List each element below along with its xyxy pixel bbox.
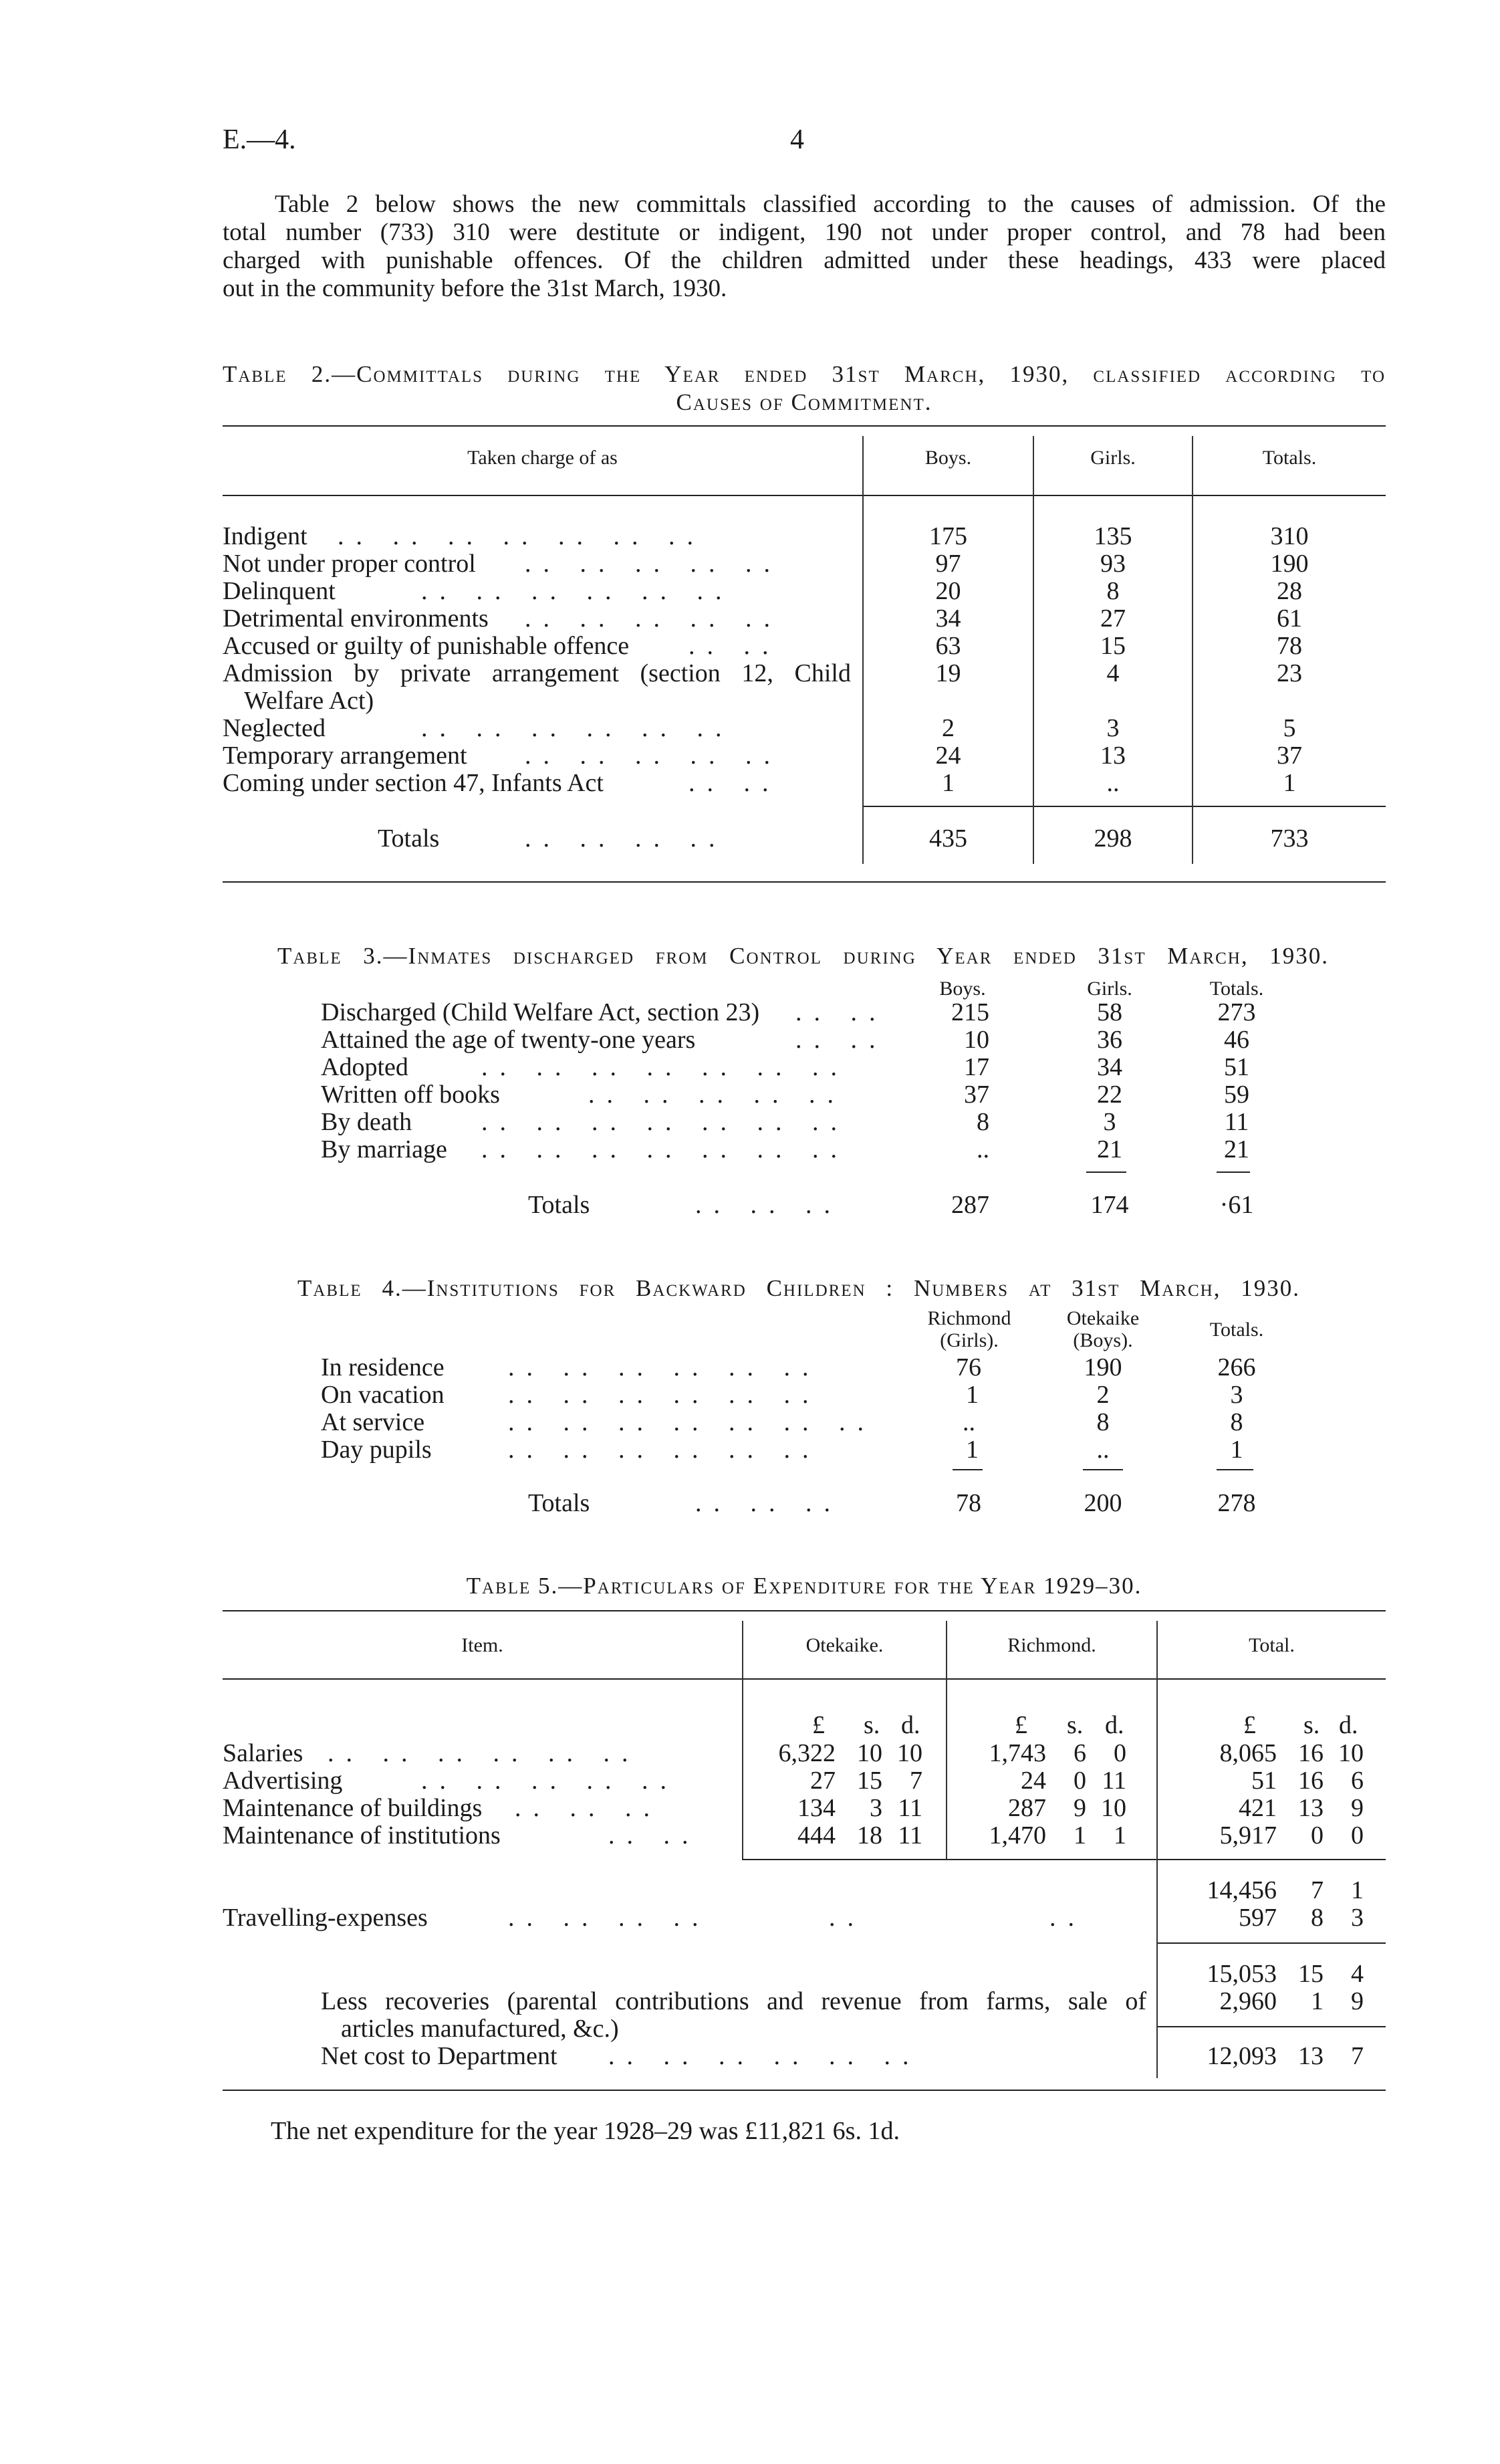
table-cell: ..	[1096, 1436, 1110, 1464]
amount-shillings: 0	[1074, 1767, 1086, 1795]
table-cell: 2	[1096, 1381, 1110, 1409]
amount-pence: 10	[1101, 1794, 1126, 1822]
table-cell: 215	[951, 998, 989, 1026]
unit-shillings: s.	[1067, 1711, 1084, 1739]
table-4-header-totals: Totals.	[1209, 1319, 1264, 1341]
table-row-label: Maintenance of buildings	[223, 1794, 483, 1822]
table-3-header-girls: Girls.	[1087, 978, 1132, 1000]
totals-cell: ·61	[1219, 1191, 1254, 1219]
table-cell: 61	[1277, 604, 1302, 633]
totals-label: Totals	[378, 824, 440, 853]
sum-rule	[1083, 1469, 1123, 1470]
table-cell: 310	[1270, 522, 1309, 550]
table-cell: 13	[1100, 742, 1126, 770]
table-cell: 27	[1100, 604, 1126, 633]
unit-pound: £	[1243, 1711, 1256, 1739]
amount-pence: 11	[898, 1794, 922, 1822]
table-cell: 3	[1230, 1381, 1243, 1409]
table-row-label: Advertising	[223, 1767, 343, 1795]
page-number: 4	[790, 124, 804, 155]
table-cell: 76	[956, 1353, 981, 1381]
intro-line: Table 2 below shows the new committals classified according to the causes of admission. Of the	[275, 191, 1386, 218]
table-cell: 20	[935, 577, 961, 605]
table-cell: 3	[1103, 1108, 1116, 1136]
table-5-header-richmond: Richmond.	[1007, 1634, 1096, 1656]
table-5-title: Table 5.—Particulars of Expenditure for the Year 1929–30.	[466, 1573, 1142, 1599]
totals-cell: 435	[929, 824, 967, 853]
table-cell: 175	[929, 522, 967, 550]
table-cell: 190	[1270, 550, 1309, 578]
table-cell: 46	[1224, 1026, 1249, 1054]
table-2-header-boys: Boys.	[924, 447, 972, 469]
amount-pence: 9	[1351, 1987, 1364, 2015]
table-cell: 15	[1100, 632, 1126, 660]
table-cell: 4	[1106, 659, 1120, 687]
table-cell: 23	[1277, 659, 1302, 687]
table-row-label: On vacation	[321, 1381, 445, 1409]
amount-shillings: 15	[857, 1767, 882, 1795]
totals-cell: 200	[1084, 1489, 1122, 1517]
table-row-label: Adopted	[321, 1053, 408, 1081]
subtotal-pence: 4	[1351, 1960, 1364, 1988]
dot-leader: .. .. .. .. .. ..	[608, 2042, 921, 2070]
table-4-title: Table 4.—Institutions for Backward Children : Numbers at 31st March, 1930.	[297, 1275, 1300, 1301]
amount-shillings: 1	[1074, 1821, 1086, 1850]
totals-label: Totals	[528, 1489, 590, 1517]
table-cell: 8	[1096, 1408, 1110, 1436]
dot-leader: .. ..	[608, 1821, 701, 1850]
amount-pence: 7	[910, 1767, 922, 1795]
table-row-label: Accused or guilty of punishable offence	[223, 632, 630, 660]
table-rule	[742, 1859, 1156, 1860]
amount-pence: 1	[1114, 1821, 1126, 1850]
table-cell: 1	[942, 769, 955, 797]
table-cell: 1	[966, 1436, 979, 1464]
amount-shillings: 3	[870, 1794, 882, 1822]
amount-shillings: 1	[1311, 1987, 1324, 2015]
amount-shillings: 10	[857, 1739, 882, 1767]
subtotal-pence: 1	[1351, 1876, 1364, 1904]
dot-leader: .. ..	[795, 1026, 888, 1054]
amount-pence: 0	[1351, 1821, 1364, 1850]
amount-shillings: 8	[1311, 1904, 1324, 1932]
table-cell: 21	[1097, 1135, 1122, 1163]
amount-pounds: 5,917	[1219, 1821, 1277, 1850]
table-2-title: Table 2.—Committals during the Year ended 31st March, 1930, classified according to	[223, 361, 1386, 387]
intro-paragraph	[223, 191, 1386, 303]
table-cell: 190	[1084, 1353, 1122, 1381]
net-cost-label: Net cost to Department	[321, 2042, 557, 2070]
amount-pounds: 1,743	[989, 1739, 1046, 1767]
table-cell: 8	[1106, 577, 1120, 605]
dot-leader: .. .. .. .. ..	[525, 550, 782, 578]
subtotal-shillings: 15	[1298, 1960, 1324, 1988]
table-rule	[862, 806, 1386, 807]
sum-rule	[1086, 1171, 1126, 1173]
amount-pounds: 51	[1251, 1767, 1277, 1795]
table-row-label-continued: articles manufactured, &c.)	[341, 2015, 619, 2043]
unit-pence: d.	[1105, 1711, 1124, 1739]
dot-leader: .. .. .. .. .. .. ..	[338, 522, 705, 550]
amount-pence: 3	[1351, 1904, 1364, 1932]
table-row-label: At service	[321, 1408, 425, 1436]
table-cell: 273	[1217, 998, 1256, 1026]
intro-line: out in the community before the 31st March, 1930.	[223, 275, 727, 302]
table-4-header-otekaike-sub: (Boys).	[1073, 1329, 1133, 1351]
table-4-header-richmond-sub: (Girls).	[940, 1329, 999, 1351]
column-rule	[1156, 1621, 1158, 2078]
amount-pence: 10	[1338, 1739, 1364, 1767]
sum-rule	[1217, 1171, 1250, 1173]
table-rule	[223, 495, 1386, 496]
totals-cell: 733	[1270, 824, 1309, 853]
amount-pence: 6	[1351, 1767, 1364, 1795]
totals-cell: 298	[1094, 824, 1132, 853]
dot-leader: .. ..	[795, 998, 888, 1026]
amount-shillings: 16	[1298, 1739, 1324, 1767]
dot-leader: .. .. .. .. .. ..	[508, 1436, 821, 1464]
table-3-title: Table 3.—Inmates discharged from Control during Year ended 31st March, 1930.	[277, 943, 1329, 969]
amount-pounds: 597	[1239, 1904, 1277, 1932]
amount-shillings: 18	[857, 1821, 882, 1850]
table-cell: 78	[1277, 632, 1302, 660]
subtotal-shillings: 7	[1311, 1876, 1324, 1904]
dot-leader: .. .. .. .. .. .. ..	[481, 1108, 849, 1136]
totals-cell: 287	[951, 1191, 989, 1219]
table-row-label: Not under proper control	[223, 550, 476, 578]
amount-pence: 11	[898, 1821, 922, 1850]
table-cell: 63	[935, 632, 961, 660]
table-row-label: Temporary arrangement	[223, 742, 467, 770]
amount-pounds: 421	[1239, 1794, 1277, 1822]
table-cell: 266	[1217, 1353, 1256, 1381]
amount-pounds: 12,093	[1207, 2042, 1277, 2070]
unit-pound: £	[812, 1711, 825, 1739]
table-cell: 10	[964, 1026, 989, 1054]
dot-leader: .. .. .. .. .. ..	[508, 1381, 821, 1409]
table-2-header-item: Taken charge of as	[467, 447, 618, 469]
totals-label: Totals	[528, 1191, 590, 1219]
dot-leader: .. .. .. .. .. ..	[508, 1353, 821, 1381]
amount-shillings: 0	[1311, 1821, 1324, 1850]
table-cell: 59	[1224, 1081, 1249, 1109]
table-2-title-continued: Causes of Commitment.	[676, 389, 932, 415]
table-cell: 5	[1283, 714, 1296, 742]
amount-shillings: 13	[1298, 2042, 1324, 2070]
table-cell: 1	[966, 1381, 979, 1409]
table-rule	[223, 1678, 1386, 1680]
table-5-header-total: Total.	[1249, 1634, 1295, 1656]
table-4-header-otekaike: Otekaike	[1066, 1307, 1140, 1329]
dot-leader: .. .. .. .. .. .. ..	[481, 1135, 849, 1163]
sum-rule	[1217, 1469, 1253, 1470]
table-row-label: Coming under section 47, Infants Act	[223, 769, 604, 797]
table-3-header-totals: Totals.	[1209, 978, 1264, 1000]
table-cell: 58	[1097, 998, 1122, 1026]
table-cell: 22	[1097, 1081, 1122, 1109]
table-row-label: By marriage	[321, 1135, 447, 1163]
dot-leader: .. .. .. .. .. ..	[421, 714, 734, 742]
dot-leader: .. .. .. .. .. ..	[328, 1739, 640, 1767]
unit-pence: d.	[901, 1711, 920, 1739]
amount-pounds: 1,470	[989, 1821, 1046, 1850]
dot-leader: .. .. ..	[695, 1489, 842, 1517]
table-cell: 34	[935, 604, 961, 633]
table-cell: 93	[1100, 550, 1126, 578]
table-cell: ..	[977, 1135, 989, 1163]
table-row-label: Less recoveries (parental contributions and revenue from farms, sale of	[321, 1987, 1146, 2015]
table-rule	[1156, 1859, 1386, 1860]
footer-note: The net expenditure for the year 1928–29 was £11,821 6s. 1d.	[271, 2117, 900, 2145]
dot-leader: .. .. ..	[515, 1794, 662, 1822]
subtotal-pounds: 15,053	[1207, 1960, 1277, 1988]
table-2-header-totals: Totals.	[1262, 447, 1317, 469]
dot-leader: .. .. .. .. ..	[421, 1767, 678, 1795]
table-cell: 51	[1224, 1053, 1249, 1081]
table-cell: 37	[1277, 742, 1302, 770]
table-2-header-girls: Girls.	[1090, 447, 1136, 469]
table-rule	[1156, 2026, 1386, 2027]
table-row-label: Day pupils	[321, 1436, 432, 1464]
table-4-header-richmond: Richmond	[927, 1307, 1011, 1329]
dot-leader: ..	[1049, 1904, 1086, 1932]
dot-leader: .. .. ..	[695, 1191, 842, 1219]
table-cell: 19	[935, 659, 961, 687]
totals-cell: 78	[956, 1489, 981, 1517]
table-row-label: Detrimental environments	[223, 604, 489, 633]
table-cell: 97	[935, 550, 961, 578]
dot-leader: .. .. .. .. .. .. ..	[481, 1053, 849, 1081]
dot-leader: .. .. .. ..	[508, 1904, 711, 1932]
amount-pence: 11	[1102, 1767, 1126, 1795]
dot-leader: .. .. .. .. ..	[525, 604, 782, 633]
table-row-label: Indigent	[223, 522, 307, 550]
table-cell: 34	[1097, 1053, 1122, 1081]
amount-pounds: 6,322	[778, 1739, 836, 1767]
amount-pounds: 27	[810, 1767, 836, 1795]
table-row-label: Travelling-expenses	[223, 1904, 428, 1932]
table-row-label: Neglected	[223, 714, 326, 742]
table-cell: 135	[1094, 522, 1132, 550]
table-cell: ..	[963, 1408, 975, 1436]
table-cell: ..	[1106, 769, 1120, 797]
table-cell: 24	[935, 742, 961, 770]
totals-cell: 174	[1090, 1191, 1129, 1219]
amount-shillings: 13	[1298, 1794, 1324, 1822]
table-row-label-continued: Welfare Act)	[244, 687, 374, 715]
amount-pounds: 134	[797, 1794, 836, 1822]
intro-line: total number (733) 310 were destitute or indigent, 190 not under proper control, and 78 had been	[223, 219, 1386, 246]
dot-leader: .. .. .. .. .. .. ..	[508, 1408, 876, 1436]
amount-pounds: 24	[1021, 1767, 1046, 1795]
table-rule	[1156, 1942, 1386, 1944]
amount-pounds: 8,065	[1219, 1739, 1277, 1767]
table-5-header-item: Item.	[461, 1634, 503, 1656]
table-row-label: Attained the age of twenty-one years	[321, 1026, 696, 1054]
amount-pounds: 287	[1008, 1794, 1046, 1822]
table-cell: 17	[964, 1053, 989, 1081]
amount-pence: 7	[1351, 2042, 1364, 2070]
table-row-label: Written off books	[321, 1081, 500, 1109]
unit-pound: £	[1015, 1711, 1027, 1739]
unit-shillings: s.	[1303, 1711, 1320, 1739]
table-row-label: Delinquent	[223, 577, 336, 605]
dot-leader: .. ..	[689, 769, 781, 797]
dot-leader: .. .. .. .. .. ..	[421, 577, 734, 605]
amount-shillings: 9	[1074, 1794, 1086, 1822]
table-rule	[223, 881, 1386, 883]
dot-leader: .. .. .. .. ..	[588, 1081, 846, 1109]
table-cell: 8	[977, 1108, 989, 1136]
table-rule	[223, 425, 1386, 427]
table-rule	[223, 2090, 1386, 2091]
amount-shillings: 16	[1298, 1767, 1324, 1795]
table-cell: 36	[1097, 1026, 1122, 1054]
table-row-label: Salaries	[223, 1739, 303, 1767]
amount-pence: 0	[1114, 1739, 1126, 1767]
table-cell: 28	[1277, 577, 1302, 605]
amount-pence: 10	[897, 1739, 922, 1767]
intro-line: charged with punishable offences. Of the children admitted under these headings, 433 were placed	[223, 247, 1386, 274]
dot-leader: .. .. .. ..	[525, 824, 727, 853]
table-cell: 1	[1230, 1436, 1243, 1464]
table-cell: 21	[1224, 1135, 1249, 1163]
table-5-header-otekaike: Otekaike.	[805, 1634, 884, 1656]
dot-leader: ..	[829, 1904, 866, 1932]
table-row-label: Maintenance of institutions	[223, 1821, 501, 1850]
totals-cell: 278	[1217, 1489, 1256, 1517]
subtotal-pounds: 14,456	[1207, 1876, 1277, 1904]
table-cell: 1	[1283, 769, 1296, 797]
table-row-label: Admission by private arrangement (section 12, Child	[223, 659, 851, 687]
table-row-label: Discharged (Child Welfare Act, section 23)	[321, 998, 760, 1026]
amount-shillings: 6	[1074, 1739, 1086, 1767]
table-row-label: By death	[321, 1108, 412, 1136]
table-cell: 11	[1224, 1108, 1249, 1136]
table-cell: 37	[964, 1081, 989, 1109]
unit-pence: d.	[1339, 1711, 1358, 1739]
table-3-header-boys: Boys.	[939, 978, 986, 1000]
amount-pounds: 444	[797, 1821, 836, 1850]
table-row-label: In residence	[321, 1353, 445, 1381]
unit-shillings: s.	[864, 1711, 880, 1739]
table-cell: 8	[1230, 1408, 1243, 1436]
table-cell: 3	[1106, 714, 1120, 742]
sum-rule	[953, 1469, 983, 1470]
table-rule	[223, 1610, 1386, 1611]
amount-pounds: 2,960	[1219, 1987, 1277, 2015]
dot-leader: .. ..	[689, 632, 781, 660]
document-reference: E.—4.	[223, 124, 296, 155]
dot-leader: .. .. .. .. ..	[525, 742, 782, 770]
table-cell: 2	[942, 714, 955, 742]
amount-pence: 9	[1351, 1794, 1364, 1822]
